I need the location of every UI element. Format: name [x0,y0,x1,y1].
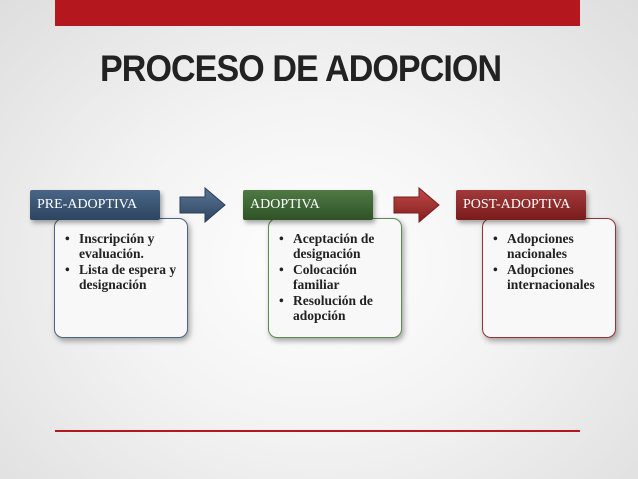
arrow-right-icon [178,186,228,224]
post-adoptiva-header: POST-ADOPTIVA [456,190,586,220]
top-accent-bar [55,0,580,26]
arrow-right-icon [392,186,442,224]
list-item: • Adopciones nacionales [493,231,607,261]
pre-adoptiva-box [54,218,188,338]
list-item: • Inscripción y evaluación. [65,231,179,261]
list-item: • Lista de espera y designación [65,262,179,292]
post-adoptiva-box [482,218,616,338]
list-item: • Adopciones internacionales [493,262,607,292]
list-item: • Colocación familiar [279,262,393,292]
adoptiva-header: ADOPTIVA [243,190,373,220]
page-title: PROCESO DE ADOPCION [100,48,502,89]
bottom-divider [55,430,580,432]
list-item: • Resolución de adopción [279,293,393,323]
pre-adoptiva-header: PRE-ADOPTIVA [30,190,160,220]
adoptiva-box [268,218,402,338]
list-item: • Aceptación de designación [279,231,393,261]
